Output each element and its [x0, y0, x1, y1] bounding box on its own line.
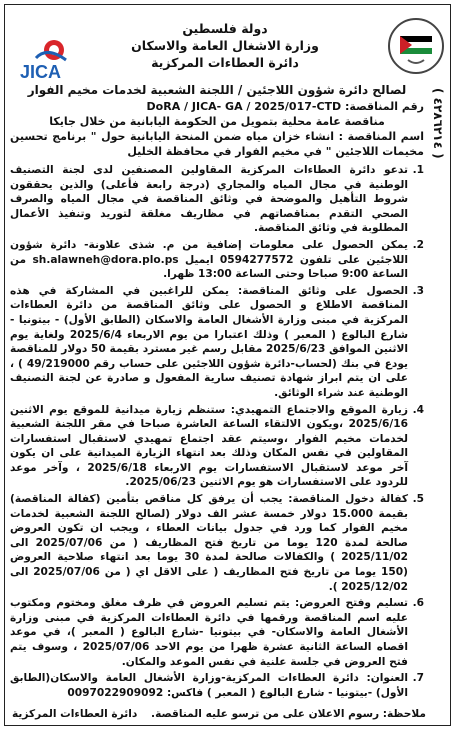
list-item [10, 284, 424, 401]
item-text: العنوان: دائرة العطاءات المركزية-وزارة الأشغال العامة والاسكان(الطابق الأول) -بيتونيا - شارع البالوع ( المعبر ) فاكس: 0097022909092 [10, 672, 408, 699]
item-text: زيارة الموقع والاجتماع التمهيدي: ستنظم زيارة ميدانية للموقع يوم الاثنين 2025/6/16 ،ويكون الالتقاء الساعة العاشرة صباحا في مقر اللجنة الشعبية لخدمات مخيم الفوار ،وسيتم عقد اجتماع تمهيدي لاستقبال استفسارات المقاولين في نفس المكان وذلك بعد انتهاء الزيارة الميدانية على ان يكون آخر موعد لاستقبال الاستفسارات يوم الاربعاء 2025/6/18 ، وآخر موعد للردود على الاستفسارات هو يوم الاثنين 2025/06/23. [10, 403, 408, 489]
list-item [10, 403, 424, 491]
list-item [10, 163, 424, 236]
ministry-name: وزارة الاشغال العامة والاسكان [131, 38, 319, 53]
plo-emblem-icon [386, 16, 446, 76]
header [0, 8, 457, 84]
tender-ref-label: رقم المناقصة: [345, 100, 424, 113]
item-number: 3. [412, 284, 424, 297]
item-number: 1. [412, 164, 424, 176]
item-number: 6. [412, 597, 424, 610]
list-item [10, 238, 424, 282]
conditions-list [10, 163, 424, 700]
footer-note: ملاحظة: رسوم الاعلان على من ترسو عليه المناقصة. [151, 708, 426, 720]
item-number: 2. [412, 238, 424, 251]
item-text: تدعو دائرة العطاءات المركزية المقاولين المصنفين لدى لجنة التصنيف الوطنية في مجال المياه والمجاري (درجة رابعة فأعلى) والذين يحققون شروط التأهيل والموضحة في وثائق المناقصة في مجال المياه والصرف الصحي التقدم بمناقصاتهم في مظاريف مغلقة لتوريد وتنفيذ الأعمال المطلوبة في وثائق المناقصة. [10, 164, 408, 235]
side-reference-number: ( ٤٢٨٦٢١٤ ) [431, 88, 445, 159]
item-number: 4. [412, 403, 424, 416]
header-titles [120, 20, 330, 71]
notice-body [10, 82, 424, 702]
country-name: دولة فلسطين [182, 21, 268, 36]
item-number: 5. [412, 493, 424, 506]
notice-subtitle: مناقصة عامة محلية بتمويل من الحكومة اليابانية من خلال جايكا [49, 115, 385, 128]
jica-logo-text: JICA [20, 62, 62, 82]
list-item [10, 492, 424, 594]
tender-ref-line [10, 99, 424, 114]
list-item [10, 596, 424, 669]
item-text: كفالة دخول المناقصة: يجب أن يرفق كل مناقص بتأمين (كفالة المناقصة) بقيمة 15.000 دولار خمسة عشر الف دولار (لصالح اللجنة الشعبية لخدمات مخيم الفوار كما ورد في جدول بيانات العطاء ، ويجب ان تكون العروض صالحة لمدة 120 يوما من تاريخ فتح المظاريف ( من 2025/07/06 الى 2025/11/02 ) والكفالات صالحة لمدة 30 يوما بعد انتهاء صلاحية العروض (150 يوما من تاريخ فتح المظاريف ( على الاقل اي ( من 2025/07/06 الى 2025/12/02 ). [10, 493, 409, 593]
item-text: يمكن الحصول على معلومات إضافية من م. شذى علاونة- دائرة شؤون اللاجئين على تلفون 0594277572 ايميل sh.alawneh@dora.plo.ps من الساعة 9:00 صباحا وحتى الساعة 13:00 ظهرا. [10, 238, 409, 281]
department-name: دائرة العطاءات المركزية [151, 55, 299, 70]
item-text: تسليم وفتح العروض: يتم تسليم العروض في ظرف مغلق ومختوم ومكتوب عليه اسم المناقصة ورقمها في دائرة العطاءات المركزية في مبنى وزارة الأشغال العامة والاسكان- في بيتونيا -شارع البالوع ( المعبر )، في موعد اقصاه الساعة الثانية عشرة ظهرا من يوم الاحد 2025/07/06 ، وسوف يتم فتح العروض في جلسة علنية في نفس الموعد والمكان. [10, 597, 408, 668]
tender-name: اسم المناقصة : انشاء خزان مياه ضمن المنحة اليابانية حول " برنامج تحسين مخيمات اللاجئين " في مخيم الفوار في محافظة الخليل [10, 130, 424, 158]
signature: دائرة العطاءات المركزية [12, 708, 138, 720]
item-number: 7. [412, 672, 424, 685]
item-text: الحصول على وثائق المناقصة: يمكن للراغبين في المشاركة في هذه المناقصة الاطلاع و الحصول على وثائق المناقصة من دائرة العطاءات المركزية في مبنى وزارة الأشغال العامة والاسكان (الطابق الأول) - بيتونيا - شارع البالوع ( المعبر ) وذلك اعتبارا من يوم الاربعاء 2025/6/4 ولغاية يوم الاثنين الموافق 2025/6/23 مقابل رسم غير مسترد بقيمة 50 دولار للمناقصة يودع في بنك (لحساب-دائرة شؤون اللاجئين على حساب رقم 49/219000 ) ، على ان يتم ابراز شهادة تصنيف سارية المفعول و صادرة عن لجنة التصنيف الوطنية عند شراء الوثائق. [10, 284, 408, 399]
footer [12, 708, 426, 720]
tender-ref-code: DoRA / JICA- GA / 2025/017-CTD [146, 100, 342, 113]
jica-logo-icon [16, 38, 78, 82]
notice-title: لصالح دائرة شؤون اللاجئين / اللجنة الشعبية لخدمات مخيم الفوار [27, 83, 407, 97]
list-item [10, 671, 424, 700]
